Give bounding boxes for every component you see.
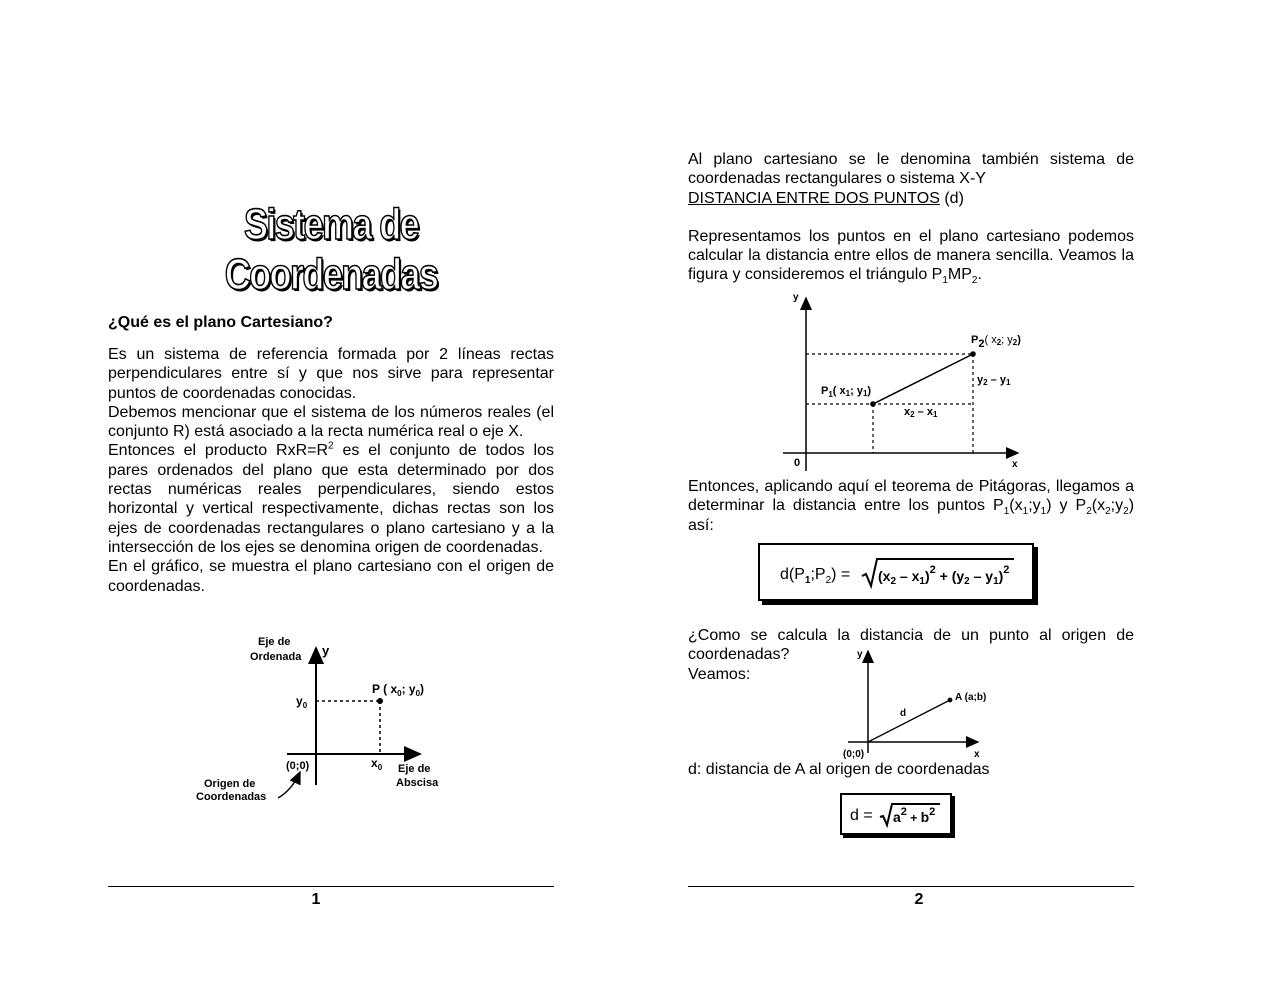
distance-heading: DISTANCIA ENTRE DOS PUNTOS (d) [688, 189, 964, 207]
formula-rhs: $a^2 + b^2$ [893, 806, 936, 825]
formula-rhs: $(x_2 - x_1)^2 + (y_2 - y_1)^2$ [878, 564, 1010, 587]
eje-ordenada-label-2: Ordenada [250, 651, 302, 663]
p2-label: P2( x2; y2) [971, 334, 1021, 350]
formula-lhs: $d(P_1;P_2)$ = [780, 566, 851, 586]
footer-rule [688, 886, 1134, 887]
segment-p1-p2 [873, 354, 973, 404]
point-p1 [870, 401, 876, 407]
y-difference-label: y2 – y1 [977, 374, 1011, 387]
point-p-label: P ( $x_0$; $y_0$) [372, 682, 425, 698]
page-2 [688, 0, 1134, 989]
point-a-label: A (a;b) [955, 692, 987, 703]
distance-figure [780, 286, 1130, 476]
veamos: Veamos: [688, 665, 751, 683]
pythagoras-text [688, 477, 1134, 535]
x-difference-label: x2 – x1 [904, 406, 938, 419]
x0-label: $x_0$ [371, 756, 383, 772]
origen-label-2: Coordenadas [196, 791, 267, 803]
page-number: 1 [311, 891, 321, 908]
cartesian-plane-figure [182, 630, 522, 810]
origin-formula-box [840, 793, 952, 835]
d-caption: d: distancia de A al origen de coordenadas [688, 761, 990, 778]
page-1 [108, 0, 554, 989]
distance-formula [760, 545, 1032, 599]
formula-lhs: d = [850, 807, 873, 824]
origin-arrow [278, 772, 300, 798]
point-p [377, 698, 383, 704]
origen-label-1: Origen de [204, 778, 256, 790]
body-text [108, 345, 554, 596]
y-axis-label: y [857, 649, 863, 660]
y-axis-label: y [322, 643, 330, 658]
origin-distance-figure [838, 645, 1008, 763]
intro-text [688, 150, 1134, 285]
point-a [948, 698, 953, 703]
page-title: Sistema de Coordenadas [224, 200, 438, 299]
paragraph-3: Entonces el producto $RxR=R^2$ es el conjunto de todos los pares ordenados del plano que esta determinado por dos rectas numéricas reales perpendiculares, siendo estos horizontal y vertical respectivamente, dichas rectas son los ejes de coordenadas rectangulares o plano cartesiano y a la intersección de los ejes se denomina origen de coordenadas. [108, 441, 555, 556]
intro-paragraph: Al plano cartesiano se le denomina también sistema de coordenadas rectangulares o sistema X-Y [688, 151, 1134, 188]
origin-label: (0;0) [843, 749, 865, 760]
origin-label: (0;0) [286, 760, 310, 772]
p1-label: $P_1$( x1; y1) [821, 385, 872, 399]
x-axis-label: x [974, 749, 980, 760]
y0-label: $y_0$ [296, 694, 308, 710]
x-axis-label: x [1012, 459, 1018, 470]
paragraph-2: Debemos mencionar que el sistema de los números reales (el conjunto R) está asociado a la recta numérica real o eje X. [108, 403, 554, 441]
question-paragraph: ¿Como se calcula la distancia de un punto al origen de coordenadas? [688, 627, 1134, 664]
eje-abscisa-label-1: Eje de [398, 763, 431, 775]
segment-d [868, 700, 950, 742]
paragraph-4: En el gráfico, se muestra el plano cartesiano con el origen de coordenadas. [108, 558, 554, 595]
d-label: d [900, 708, 907, 719]
paragraph-1: Es un sistema de referencia formada por 2 líneas rectas perpendiculares entre sí y que nos sirve para representar puntos de coordenadas conocidas. [108, 346, 554, 402]
distance-formula-box [758, 543, 1034, 601]
paragraph-represent: Representamos los puntos en el plano cartesiano podemos calcular la distancia entre ellos de manera sencilla. Veamos la figura y consideremos el triángulo $P_1MP_2$. [688, 227, 1134, 287]
page-number: 2 [914, 891, 924, 908]
eje-abscisa-label-2: Abscisa [396, 777, 439, 789]
y-axis-label: y [793, 292, 799, 303]
eje-ordenada-label-1: Eje de [258, 636, 291, 648]
origin-formula [842, 795, 950, 833]
point-p2 [970, 351, 976, 357]
footer-rule [108, 886, 554, 887]
origin-label: 0 [794, 457, 801, 469]
section-heading: ¿Qué es el plano Cartesiano? [108, 314, 333, 331]
paragraph-pythagoras: Entonces, aplicando aquí el teorema de Pitágoras, llegamos a determinar la distancia entre los puntos $P_1(x_1;y_1)$ y $P_2(x_2;y_2)$ así: [688, 478, 1135, 534]
